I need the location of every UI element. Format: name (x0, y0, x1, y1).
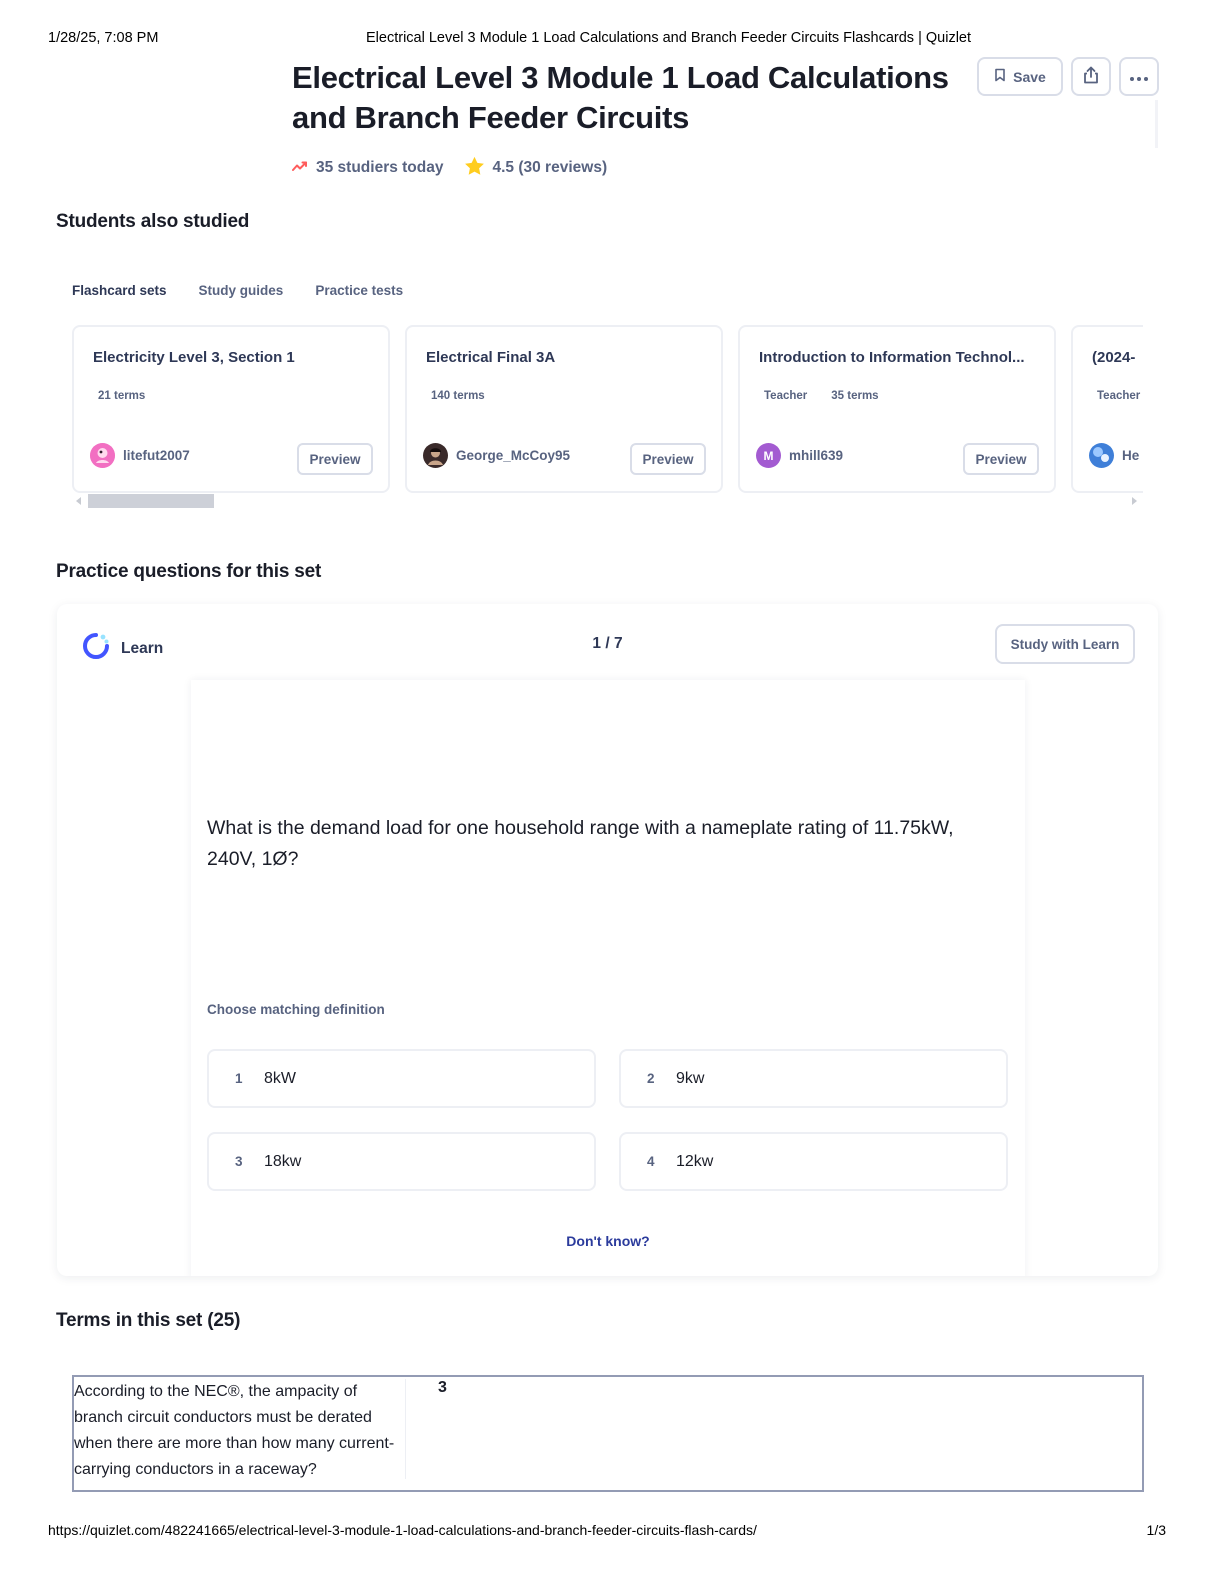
avatar: M (756, 443, 781, 468)
card-meta (764, 390, 879, 402)
related-set-card[interactable] (738, 325, 1056, 493)
card-author[interactable] (756, 443, 843, 468)
term-divider (405, 1379, 406, 1479)
question-text: What is the demand load for one household range with a nameplate rating of 11.75kW, 240V, 1Ø? (207, 817, 954, 870)
share-button[interactable] (1071, 57, 1111, 96)
author-name: He (1122, 448, 1140, 463)
option-number: 2 (647, 1071, 655, 1086)
print-url: https://quizlet.com/482241665/electrical-level-3-module-1-load-calculations-and-branch-feeder-circuits-flash-cards/ (48, 1522, 757, 1538)
related-set-card[interactable] (72, 325, 390, 493)
students-also-studied-heading: Students also studied (56, 211, 250, 232)
print-page-number: 1/3 (1146, 1522, 1166, 1538)
option-number: 3 (235, 1154, 243, 1169)
definition-text: 3 (438, 1379, 447, 1396)
card-meta (98, 390, 145, 402)
card-author[interactable] (1089, 443, 1139, 468)
option-text: 12kw (676, 1152, 714, 1170)
card-title[interactable]: Introduction to Information Technol... (759, 349, 1025, 366)
answer-option-3[interactable] (207, 1132, 596, 1191)
print-header (48, 30, 1176, 50)
practice-panel (57, 604, 1158, 1276)
card-terms: 21 terms (98, 390, 146, 402)
print-footer (48, 1522, 1166, 1542)
author-name: litefut2007 (123, 448, 190, 463)
option-number: 1 (235, 1071, 243, 1086)
related-set-card[interactable] (1071, 325, 1143, 493)
study-with-learn-button[interactable]: Study with Learn (995, 624, 1135, 664)
scroll-left-icon[interactable] (76, 497, 81, 505)
scroll-right-icon[interactable] (1132, 497, 1137, 505)
option-text: 9kw (676, 1069, 705, 1087)
term-text: According to the NEC®, the ampacity of branch circuit conductors must be derated when there are more than how many current-carrying conductors in a raceway? (74, 1383, 395, 1478)
avatar (1089, 443, 1114, 468)
rating-text: 4.5 (30 reviews) (492, 159, 608, 176)
choose-label: Choose matching definition (207, 1002, 385, 1017)
card-meta (1097, 390, 1140, 402)
scrollbar-thumb[interactable] (88, 494, 214, 508)
practice-questions-heading: Practice questions for this set (56, 561, 322, 582)
print-date: 1/28/25, 7:08 PM (48, 30, 159, 46)
dont-know-link[interactable]: Don't know? (566, 1233, 650, 1249)
studiers-text: 35 studiers today (316, 159, 444, 176)
question-card (191, 680, 1025, 1276)
teacher-badge: Teacher (764, 390, 808, 402)
card-author[interactable] (90, 443, 190, 468)
answer-option-4[interactable] (619, 1132, 1008, 1191)
trending-icon (292, 159, 308, 177)
card-author[interactable] (423, 443, 570, 468)
terms-table (72, 1375, 1144, 1492)
avatar (423, 443, 448, 468)
teacher-badge: Teacher (1097, 390, 1141, 402)
carousel-scrollbar[interactable] (72, 494, 1143, 508)
author-name: mhill639 (789, 448, 844, 463)
card-terms: 35 terms (831, 390, 879, 402)
card-terms: 140 terms (431, 390, 485, 402)
save-label: Save (1013, 68, 1046, 85)
terms-heading: Terms in this set (25) (56, 1310, 241, 1331)
preview-button[interactable]: Preview (630, 443, 706, 475)
tab-flashcard-sets[interactable]: Flashcard sets (72, 283, 167, 298)
related-sets-carousel (72, 325, 1143, 495)
print-title: Electrical Level 3 Module 1 Load Calculations and Branch Feeder Circuits Flashcards | Quizlet (366, 30, 972, 46)
preview-button[interactable]: Preview (297, 443, 373, 475)
rating-stat[interactable] (464, 156, 608, 181)
answer-option-1[interactable] (207, 1049, 596, 1108)
option-text: 8kW (264, 1069, 296, 1087)
share-icon (1081, 65, 1101, 88)
save-button[interactable] (977, 57, 1063, 96)
study-tabs (72, 283, 435, 303)
author-name: George_McCoy95 (456, 448, 571, 463)
set-stats (292, 157, 607, 179)
header-edge (1155, 100, 1158, 148)
option-text: 18kw (264, 1152, 302, 1170)
option-number: 4 (647, 1154, 655, 1169)
page-title: Electrical Level 3 Module 1 Load Calculations and Branch Feeder Circuits (292, 60, 949, 135)
star-icon (464, 156, 485, 181)
answer-option-2[interactable] (619, 1049, 1008, 1108)
tab-practice-tests[interactable]: Practice tests (315, 283, 404, 298)
card-meta (431, 390, 485, 402)
bookmark-icon (994, 68, 1006, 85)
more-options-button[interactable] (1119, 57, 1159, 96)
card-title[interactable]: (2024- (1092, 349, 1136, 366)
related-set-card[interactable] (405, 325, 723, 493)
card-title[interactable]: Electrical Final 3A (426, 349, 556, 366)
question-progress: 1 / 7 (592, 635, 623, 652)
avatar (90, 443, 115, 468)
ellipsis-icon (1129, 69, 1149, 85)
studiers-stat (292, 159, 444, 177)
card-title[interactable]: Electricity Level 3, Section 1 (93, 349, 295, 366)
tab-study-guides[interactable]: Study guides (198, 283, 284, 298)
learn-label-text: Learn (121, 639, 164, 657)
preview-button[interactable]: Preview (963, 443, 1039, 475)
